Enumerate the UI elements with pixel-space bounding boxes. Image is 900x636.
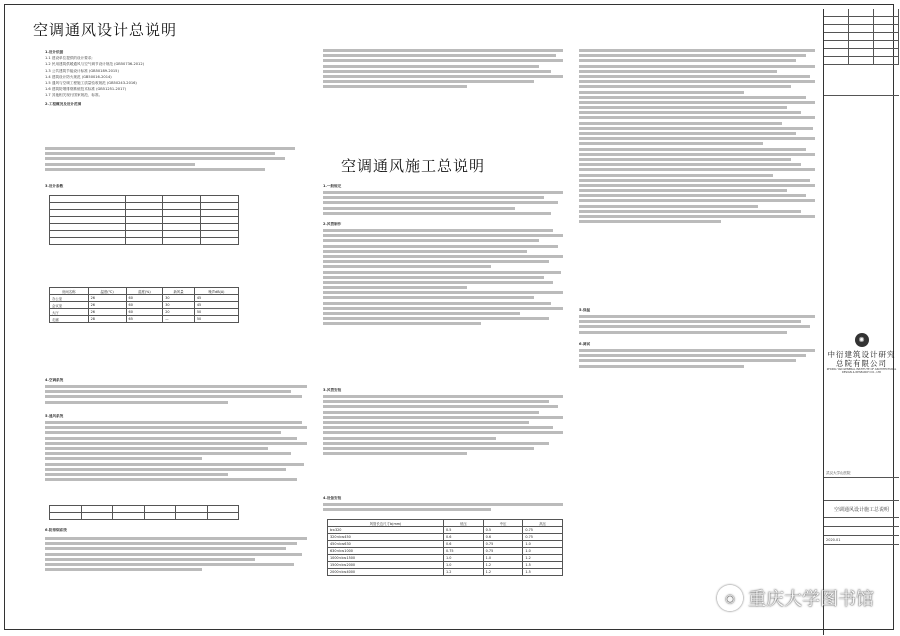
section-design-basis: 1.设计依据: [45, 50, 64, 54]
table-cell: 1.2: [483, 569, 523, 576]
approval-grid: [824, 9, 899, 65]
table-cell: 1500<b≤2000: [328, 562, 444, 569]
table-cell: 60: [126, 295, 163, 302]
construction-section-1: [323, 181, 383, 189]
basis-item: 1.1 建设单位提供的设计要求;: [45, 56, 93, 61]
drawing-sheet: [4, 4, 897, 630]
table-cell: 1.2: [483, 562, 523, 569]
table-cell: 630<b≤1000: [328, 548, 444, 555]
table-cell: 26: [88, 309, 126, 316]
table-cell: —: [163, 316, 195, 323]
section-vent: 5.通风系统: [45, 414, 64, 418]
table-cell: 1.5: [523, 562, 563, 569]
design-params-table: [49, 195, 239, 245]
table-header: 温度(℃): [88, 288, 126, 295]
table-header: 高压: [523, 520, 563, 527]
table-cell: 1.0: [523, 541, 563, 548]
table-cell: 28: [88, 316, 126, 323]
section-label: 5.保温: [579, 308, 591, 312]
company-name-en: ZHONG YAN GENERAL INSTITUTE OF ARCHITECTURAL DESIGN & RESEARCH CO., LTD: [826, 368, 897, 374]
construction-section-5: [579, 305, 639, 313]
table-header: 噪声dB(A): [194, 288, 238, 295]
table-header: 房间名称: [50, 288, 89, 295]
basis-item: 1.7 其他相关现行国家规范、标准。: [45, 93, 103, 98]
table-cell: 60: [126, 302, 163, 309]
table-cell: 45: [194, 295, 238, 302]
section-hvac: 4.空调系统: [45, 378, 64, 382]
table-cell: 大厅: [50, 309, 89, 316]
hvac-text-lines: [45, 385, 307, 406]
table-row: [328, 541, 563, 548]
construction-text-1: [323, 191, 563, 217]
tb-row: [824, 527, 899, 536]
table-row: [328, 534, 563, 541]
table-cell: 会议室: [50, 302, 89, 309]
section-params: 3.设计参数: [45, 184, 64, 188]
table-cell: 1.2: [523, 555, 563, 562]
hvac-heading: [45, 375, 165, 385]
vent-text-lines: [45, 421, 307, 483]
table-cell: 65: [126, 316, 163, 323]
construction-text-3: [323, 395, 563, 457]
basis-item: 1.4 建筑设计防火规范 (GB50016-2014): [45, 74, 112, 79]
basis-item: 1.6 建筑防烟排烟系统技术标准 (GB51251-2017): [45, 87, 127, 92]
construction-section-2: [323, 219, 383, 227]
table-cell: 1.0: [523, 548, 563, 555]
table-cell: 30: [163, 302, 195, 309]
table-cell: 0.75: [483, 548, 523, 555]
section-label: 2.风管制作: [323, 222, 342, 226]
table-cell: 1.0: [483, 555, 523, 562]
drawing-title: 空调通风设计施工总说明: [824, 501, 899, 518]
column3-text-lines-a: [579, 49, 815, 225]
section-smoke: 6.防排烟系统: [45, 528, 67, 532]
project-name: 武汉大学山医院: [824, 469, 899, 478]
table-cell: 0.75: [523, 534, 563, 541]
table-header: 中压: [483, 520, 523, 527]
construction-section-3: [323, 385, 383, 393]
table-cell: 1.0: [444, 555, 484, 562]
table-cell: 0.6: [444, 534, 484, 541]
table-row: [50, 295, 239, 302]
section-label: 3.风管安装: [323, 388, 342, 392]
table-cell: 0.6: [483, 534, 523, 541]
table-cell: 30: [163, 295, 195, 302]
company-name: 中衍建筑设计研究总院有限公司: [827, 350, 896, 368]
table-header: 湿度(%): [126, 288, 163, 295]
construction-section-6: [579, 339, 639, 347]
tb-lower: [824, 469, 899, 545]
equipment-table: [49, 505, 239, 520]
params-heading: [45, 181, 165, 191]
duct-thickness-table: [327, 519, 563, 576]
tb-blank: [824, 65, 899, 96]
section-label: 1.一般规定: [323, 184, 342, 188]
basis-item: 1.5 通风与空调工程施工质量验收规范 (GB50243-2016): [45, 81, 137, 86]
tb-spacer: [824, 478, 899, 501]
basis-item: 1.2 民用建筑供暖通风与空气调节设计规范 (GB50736-2012): [45, 62, 145, 67]
construction-text-2: [323, 229, 563, 328]
table-row: [328, 527, 563, 534]
table-cell: 26: [88, 295, 126, 302]
company-block: [824, 327, 899, 397]
table-cell: 0.5: [483, 527, 523, 534]
table-cell: 20: [163, 309, 195, 316]
table-cell: 45: [194, 302, 238, 309]
design-notes-title: 空调通风设计总说明: [33, 21, 178, 39]
continued-text-lines: [323, 49, 563, 91]
table-cell: 0.5: [444, 527, 484, 534]
table-cell: 60: [126, 309, 163, 316]
table-row: [328, 555, 563, 562]
table-cell: 50: [194, 309, 238, 316]
table-row: [328, 569, 563, 576]
section-label: 4.设备安装: [323, 496, 342, 500]
column3-text-lines-c: [579, 349, 815, 370]
table-cell: 办公室: [50, 295, 89, 302]
table-row: [50, 302, 239, 309]
table-cell: 1.5: [523, 569, 563, 576]
smoke-text-lines: [45, 537, 307, 573]
table-cell: 26: [88, 302, 126, 309]
vent-heading: [45, 411, 165, 421]
watermark-text: 重庆大学图书馆: [748, 589, 874, 610]
table-row: [328, 548, 563, 555]
table-cell: 1.2: [444, 569, 484, 576]
table-header: 新风量: [163, 288, 195, 295]
table-cell: b≤320: [328, 527, 444, 534]
tb-row: [824, 518, 899, 527]
table-cell: 走廊: [50, 316, 89, 323]
table-cell: 0.75: [483, 541, 523, 548]
table-row: [328, 562, 563, 569]
section-overview: 2.工程概况及设计范围: [45, 101, 82, 106]
company-logo-icon: ✺: [855, 333, 869, 347]
overview-text-lines: [45, 147, 295, 173]
table-cell: 1.0: [444, 562, 484, 569]
drawing-date: 2020.01: [824, 536, 899, 545]
title-block: [823, 9, 899, 635]
column3-text-lines-b: [579, 315, 815, 336]
table-cell: 50: [194, 316, 238, 323]
library-logo-icon: ◉: [717, 585, 743, 611]
construction-notes-title: 空调通风施工总说明: [341, 157, 486, 175]
construction-text-4: [323, 503, 563, 513]
construction-section-4: [323, 493, 383, 501]
table-cell: 450<b≤630: [328, 541, 444, 548]
table-cell: 0.6: [444, 541, 484, 548]
table-cell: 2000<b≤4000: [328, 569, 444, 576]
section-label: 6.调试: [579, 342, 591, 346]
room-params-table: [49, 287, 239, 323]
table-header: 低压: [444, 520, 484, 527]
table-cell: 0.75: [444, 548, 484, 555]
table-cell: 320<b≤450: [328, 534, 444, 541]
smoke-heading: [45, 525, 165, 535]
table-row: [50, 309, 239, 316]
table-row: [50, 316, 239, 323]
table-cell: 1000<b≤1500: [328, 555, 444, 562]
table-cell: 0.75: [523, 527, 563, 534]
basis-item: 1.3 公共建筑节能设计标准 (GB50189-2015): [45, 68, 119, 73]
library-watermark: [717, 583, 874, 613]
table-header: 风管长边尺寸b(mm): [328, 520, 444, 527]
